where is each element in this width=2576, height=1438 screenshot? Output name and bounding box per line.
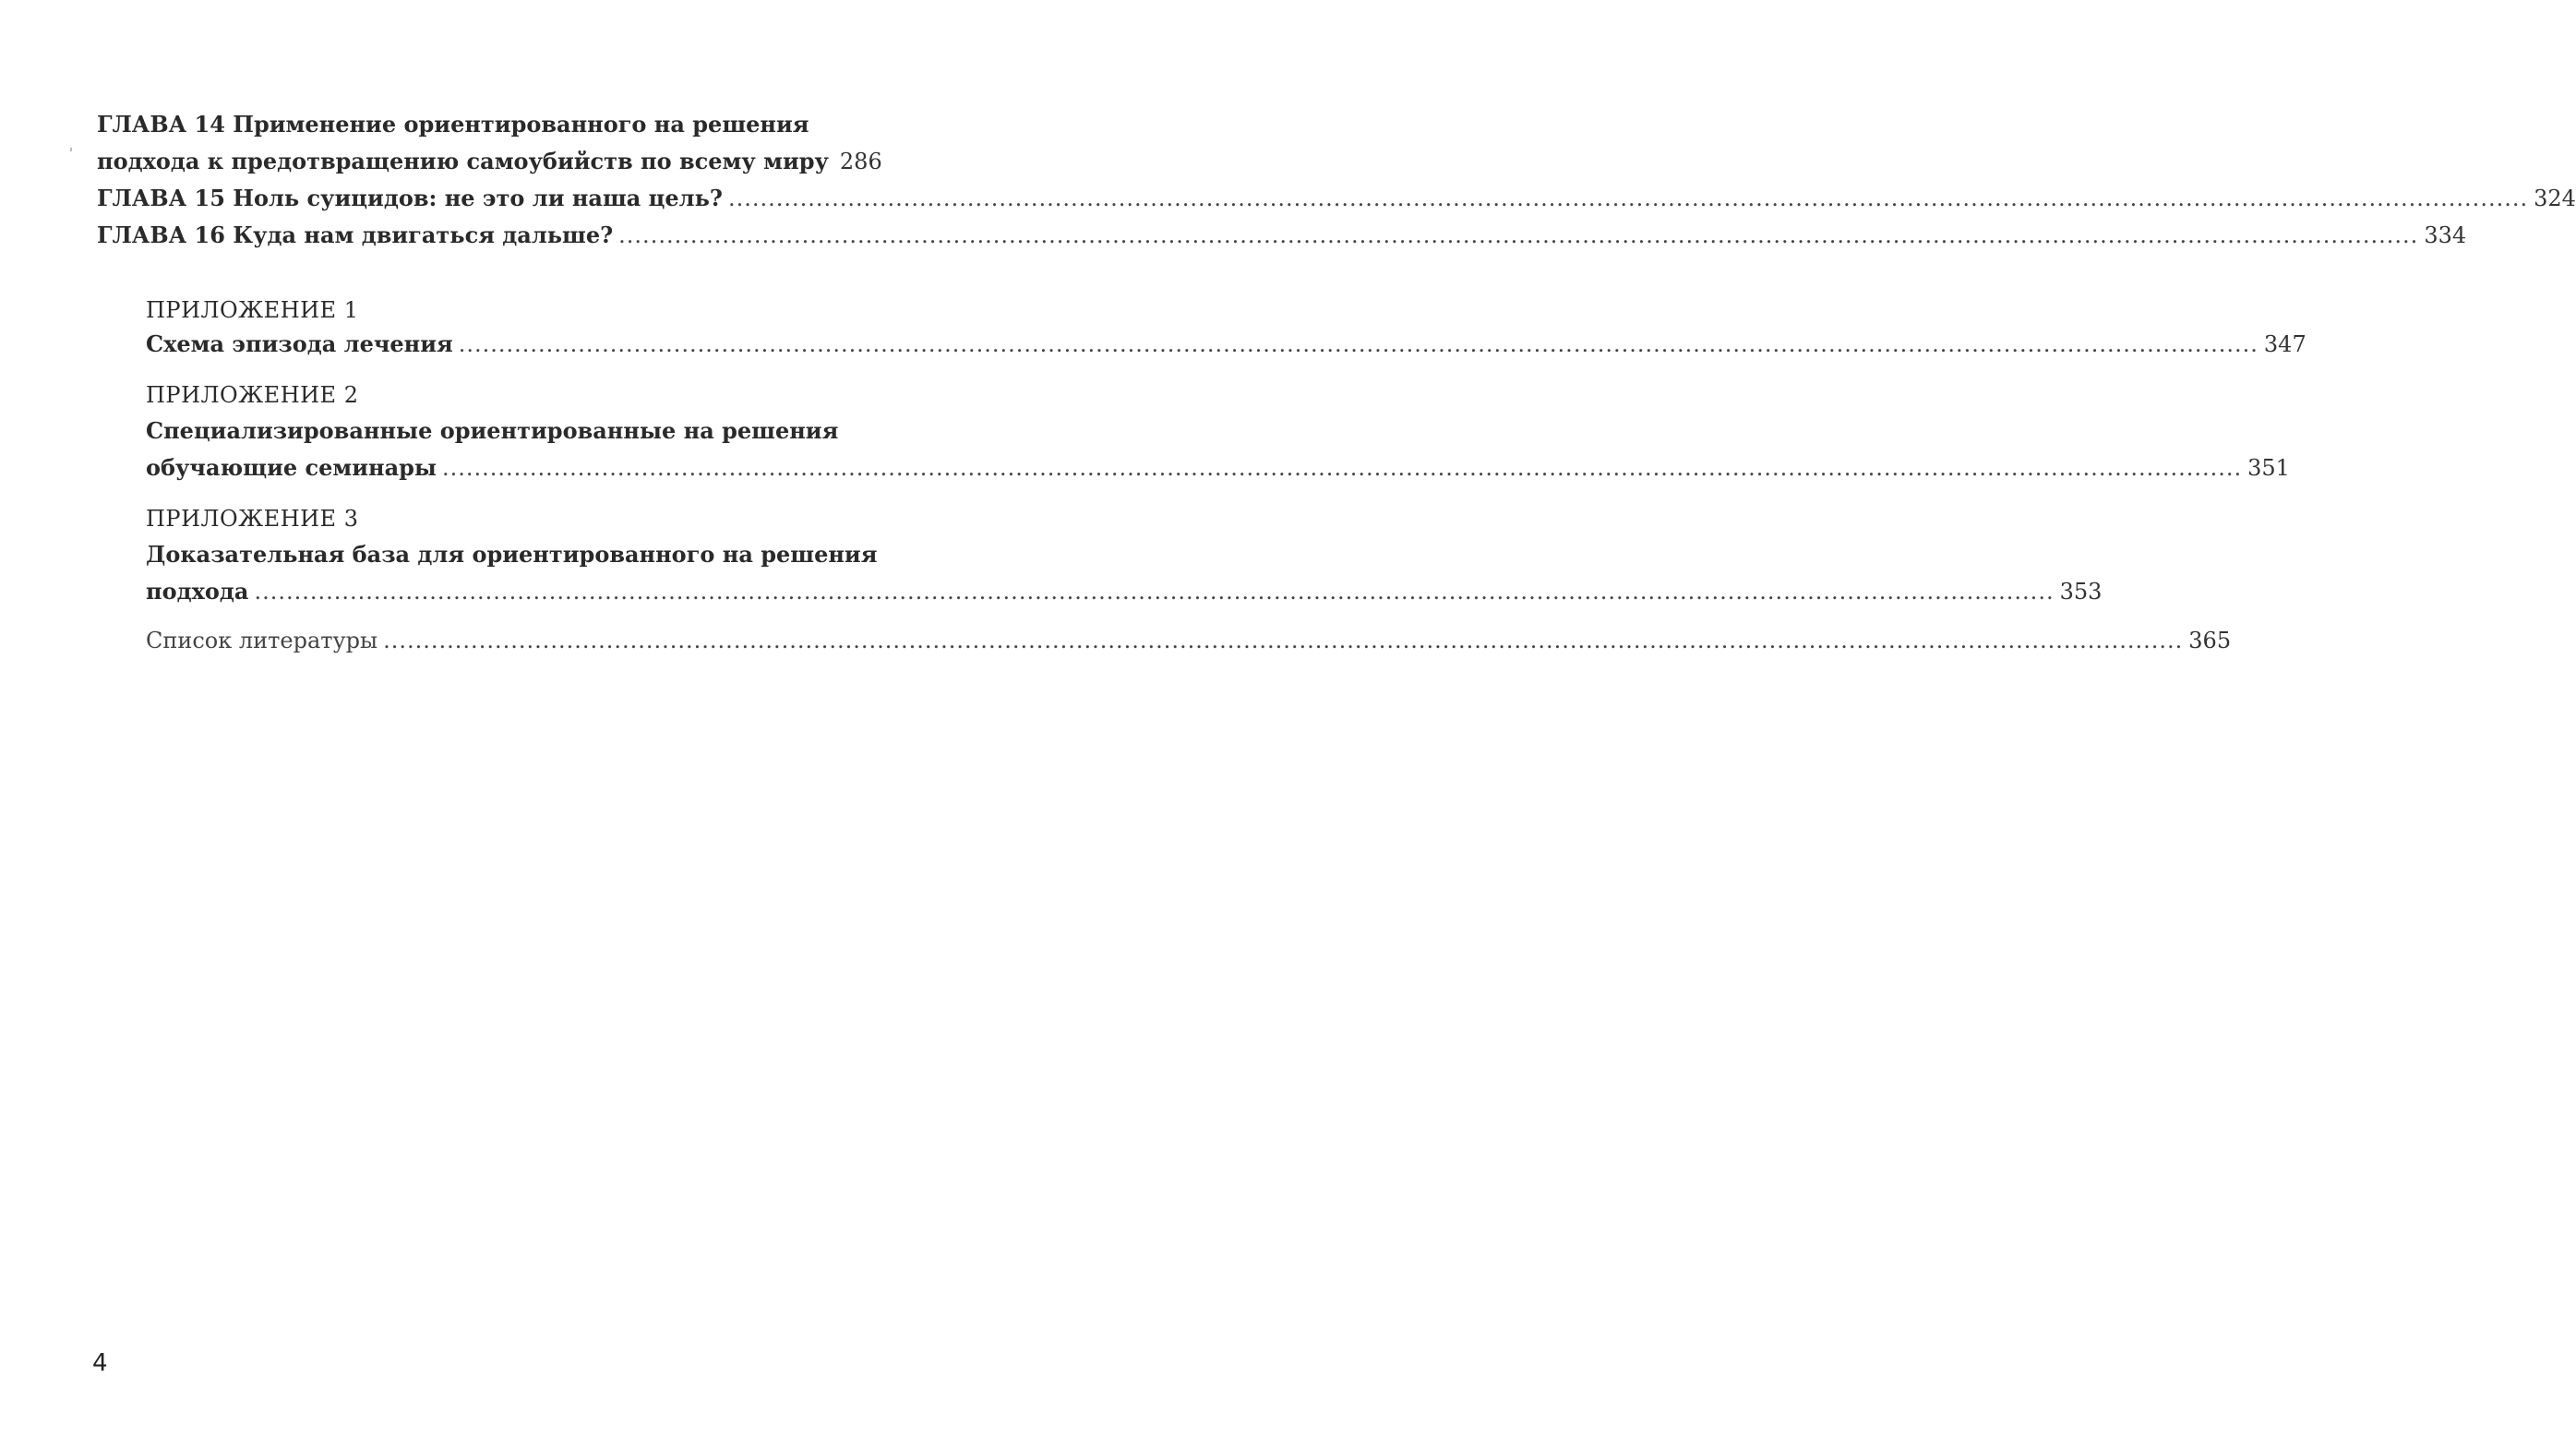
leader-dots xyxy=(254,579,2054,605)
toc-entry-ch14-line2 xyxy=(97,148,882,181)
toc-entry-app3-line2 xyxy=(146,578,2103,611)
toc-entry-app2-line2 xyxy=(146,454,2290,487)
toc-entry-title: обучающие семинары xyxy=(146,454,437,481)
margin-mark xyxy=(70,148,72,151)
page-number: 365 xyxy=(2188,628,2232,653)
toc-entry-ch15 xyxy=(97,185,2576,218)
toc-entry-title: подхода к предотвращению самоубийств по всему миру xyxy=(97,148,829,174)
appendix-3-heading: ПРИЛОЖЕНИЕ 3 xyxy=(146,506,359,532)
toc-entry-title: Специализированные ориентированные на решения xyxy=(146,417,839,444)
page-number: 351 xyxy=(2247,455,2290,481)
leader-dots xyxy=(383,628,2183,653)
toc-entry-app2-line1 xyxy=(146,417,849,450)
toc-entry-ch14-line1 xyxy=(97,111,849,144)
page-number: 324 xyxy=(2534,186,2576,211)
appendix-2-heading: ПРИЛОЖЕНИЕ 2 xyxy=(146,382,359,408)
leader-dots xyxy=(618,222,2418,248)
leader-dots xyxy=(459,331,2258,357)
page-number: 353 xyxy=(2059,579,2103,605)
toc-entry-title: Список литературы xyxy=(146,628,378,653)
appendix-1-heading: ПРИЛОЖЕНИЕ 1 xyxy=(146,297,359,323)
toc-entry-title: подхода xyxy=(146,578,249,605)
toc-entry-title: Схема эпизода лечения xyxy=(146,330,453,357)
toc-entry-references xyxy=(146,628,2232,661)
toc-entry-ch16 xyxy=(97,222,2467,255)
page-number: 334 xyxy=(2424,222,2467,248)
toc-entry-title: ГЛАВА 14 Применение ориентированного на решения xyxy=(97,111,809,138)
page-number: 286 xyxy=(839,149,882,174)
toc-entry-title: ГЛАВА 15 Ноль суицидов: не это ли наша цель? xyxy=(97,185,723,211)
page-number: 347 xyxy=(2263,331,2306,357)
toc-entry-title: ГЛАВА 16 Куда нам двигаться дальше? xyxy=(97,222,614,248)
toc-entry-app1 xyxy=(146,330,2306,364)
page-folio: 4 xyxy=(92,1349,108,1377)
toc-entry-app3-line1 xyxy=(146,541,878,574)
toc-entry-title: Доказательная база для ориентированного на решения xyxy=(146,541,878,568)
leader-dots xyxy=(728,186,2528,211)
leader-dots xyxy=(442,455,2242,481)
